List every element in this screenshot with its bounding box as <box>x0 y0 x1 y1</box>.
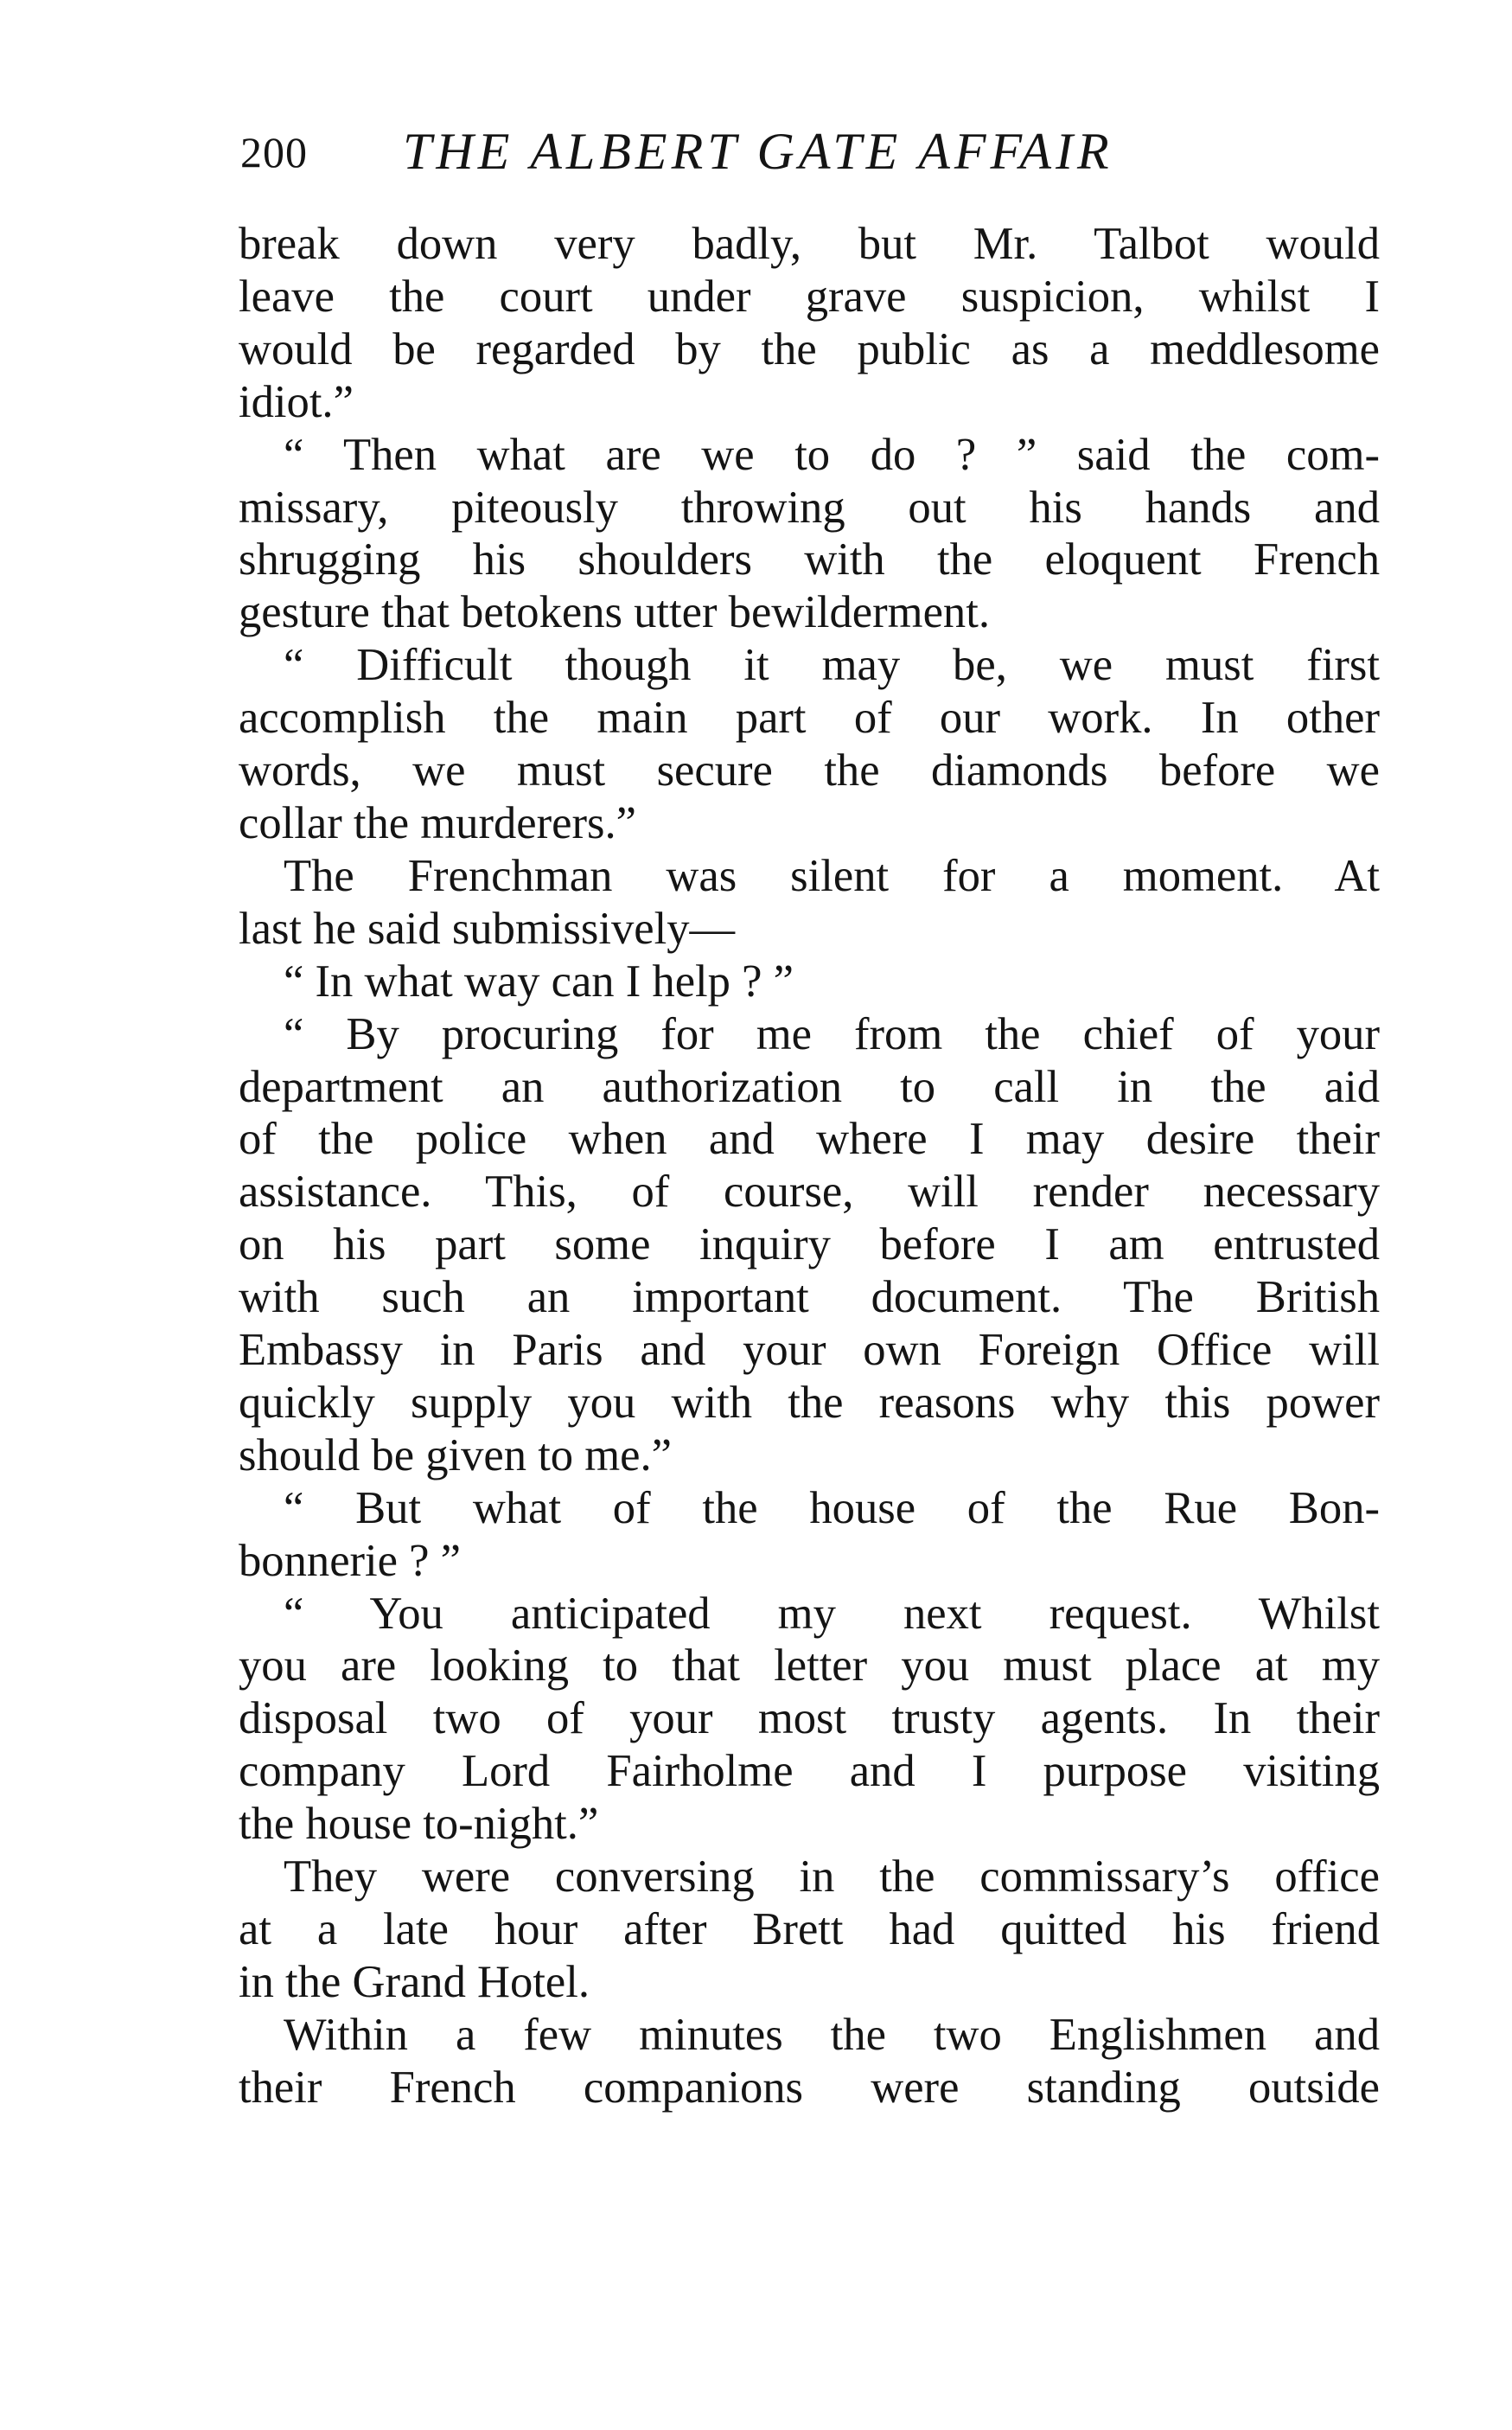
text-line: They were conversing in the commissary’s office <box>284 1851 1380 1902</box>
text-line: the house to-night.” <box>239 1799 599 1850</box>
text-line: leave the court under grave suspicion, whilst I <box>239 271 1380 322</box>
page-header <box>240 118 1385 187</box>
text-line: “ By procuring for me from the chief of your <box>284 1008 1380 1059</box>
text-line: accomplish the main part of our work. In other <box>239 693 1380 744</box>
text-line: collar the murderers.” <box>239 797 636 848</box>
text-line: at a late hour after Brett had quitted his friend <box>239 1904 1380 1954</box>
text-line: “ Then what are we to do ? ” said the com- <box>284 429 1380 480</box>
text-line: words, we must secure the diamonds before we <box>239 745 1380 796</box>
text-line: break down very badly, but Mr. Talbot would <box>239 219 1380 269</box>
text-line: you are looking to that letter you must place at my <box>239 1640 1380 1691</box>
text-line: would be regarded by the public as a meddlesome <box>239 323 1380 374</box>
text-line: should be given to me.” <box>239 1429 673 1480</box>
text-line: missary, piteously throwing out his hands and <box>239 482 1380 533</box>
text-line: bonnerie ? ” <box>239 1535 461 1586</box>
body-text <box>239 218 1380 2114</box>
text-line: The Frenchman was silent for a moment. At <box>284 850 1380 901</box>
text-line: quickly supply you with the reasons why this power <box>239 1377 1380 1428</box>
text-line: company Lord Fairholme and I purpose visiting <box>239 1746 1380 1797</box>
text-line: assistance. This, of course, will render necessary <box>239 1167 1380 1218</box>
text-line: Embassy in Paris and your own Foreign Office will <box>239 1325 1380 1376</box>
text-line: shrugging his shoulders with the eloquent French <box>239 534 1380 585</box>
text-line: “ But what of the house of the Rue Bon- <box>284 1482 1380 1533</box>
text-line: “ You anticipated my next request. Whilst <box>284 1588 1380 1639</box>
text-line: last he said submissively— <box>239 903 736 954</box>
text-line: “ Difficult though it may be, we must first <box>284 640 1380 691</box>
page-number: 200 <box>240 128 308 176</box>
text-line: with such an important document. The British <box>239 1272 1380 1323</box>
text-line: Within a few minutes the two Englishmen and <box>284 2009 1380 2060</box>
text-line: “ In what way can I help ? ” <box>284 956 794 1007</box>
text-line: idiot.” <box>239 376 354 427</box>
text-line: on his part some inquiry before I am entrusted <box>239 1219 1380 1270</box>
text-line: department an authorization to call in the aid <box>239 1061 1380 1112</box>
text-line: in the Grand Hotel. <box>239 1956 590 2007</box>
text-line: their French companions were standing outside <box>239 2062 1380 2113</box>
text-line: disposal two of your most trusty agents. In their <box>239 1693 1380 1744</box>
text-line: gesture that betokens utter bewilderment. <box>239 587 990 638</box>
running-title: THE ALBERT GATE AFFAIR <box>403 123 1113 180</box>
text-line: of the police when and where I may desire their <box>239 1114 1380 1165</box>
